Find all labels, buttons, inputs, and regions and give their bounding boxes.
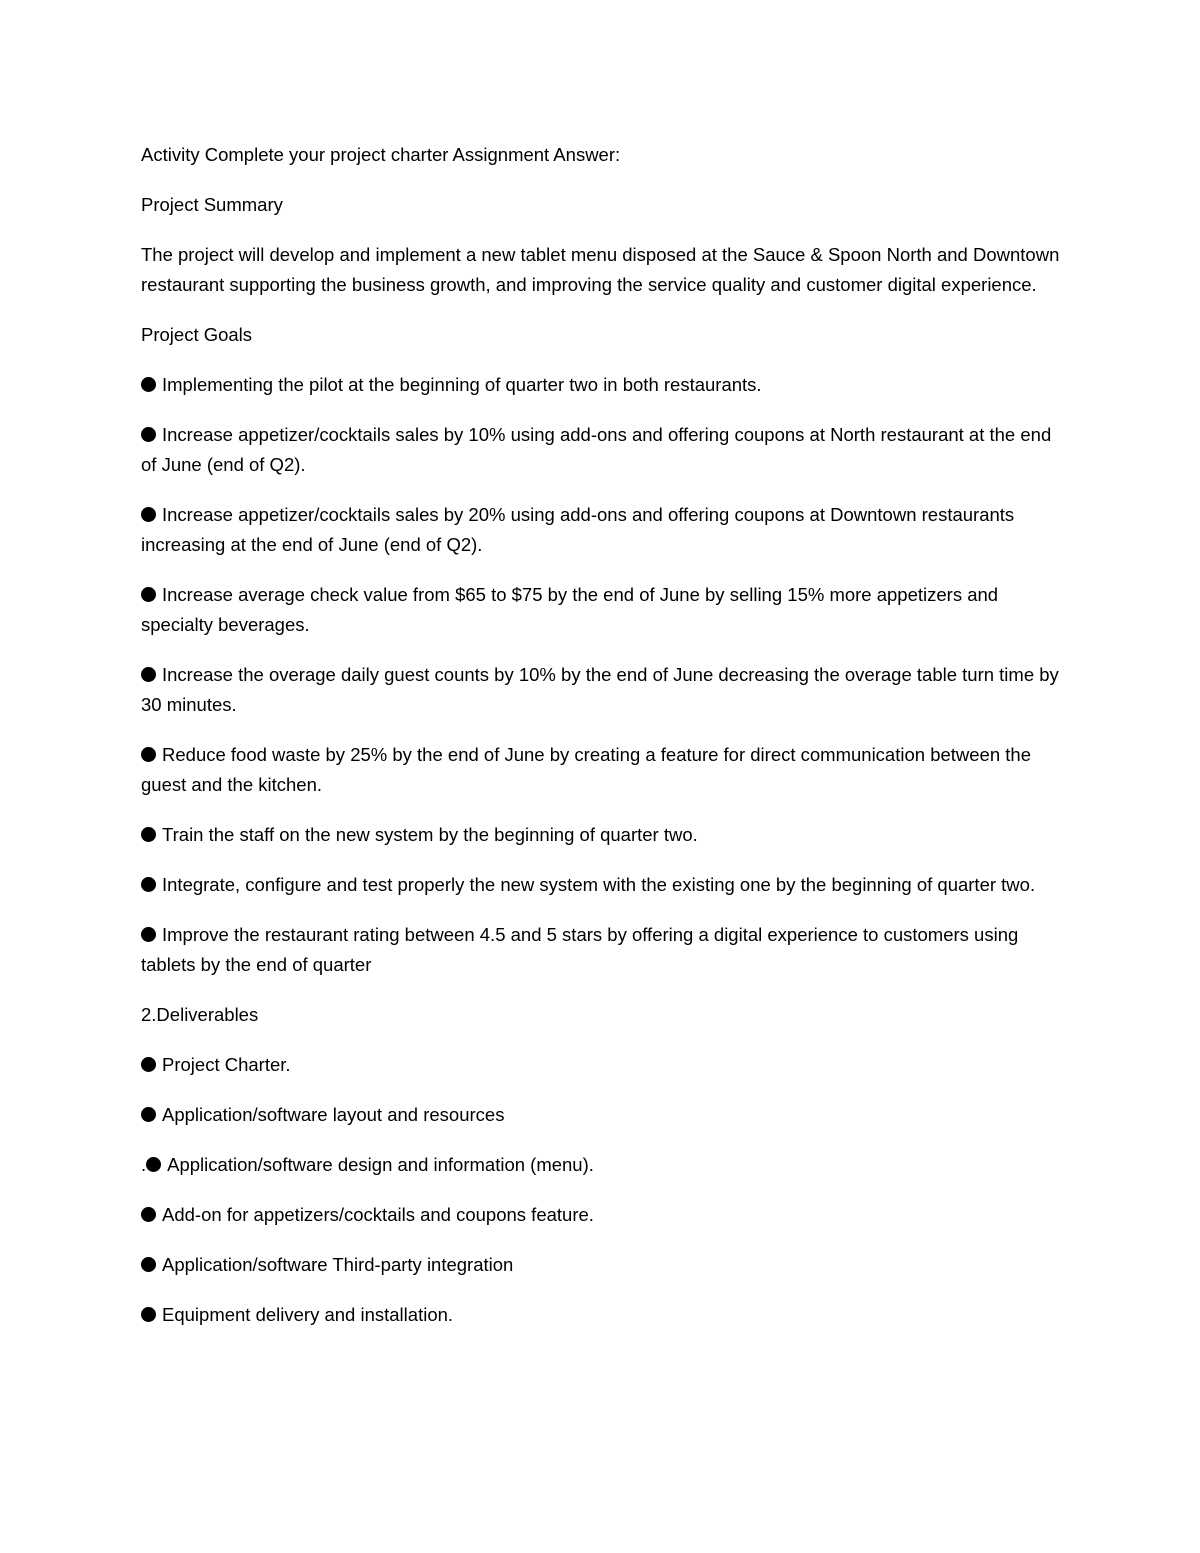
deliverable-text: Application/software design and information (menu). (167, 1154, 594, 1175)
bullet-icon (146, 1157, 161, 1172)
bullet-icon (141, 507, 156, 522)
goal-text: Increase the overage daily guest counts by 10% by the end of June decreasing the overage table turn time by 30 minutes. (141, 664, 1059, 715)
goal-text: Improve the restaurant rating between 4.5 and 5 stars by offering a digital experience to customers using tablets by the end of quarter (141, 924, 1019, 975)
deliverable-text: Add-on for appetizers/cocktails and coupons feature. (162, 1204, 594, 1225)
deliverable-item (141, 1050, 1071, 1080)
goal-text: Reduce food waste by 25% by the end of June by creating a feature for direct communication between the guest and the kitchen. (141, 744, 1031, 795)
bullet-icon (141, 927, 156, 942)
goal-item (141, 660, 1071, 720)
deliverable-item (141, 1300, 1071, 1330)
goal-text: Increase appetizer/cocktails sales by 20% using add-ons and offering coupons at Downtown restaurants increasing at the end of June (end of Q2). (141, 504, 1015, 555)
deliverable-text: Equipment delivery and installation. (162, 1304, 454, 1325)
deliverable-text: Application/software Third-party integration (162, 1254, 514, 1275)
goal-item (141, 920, 1071, 980)
deliverable-text: Project Charter. (162, 1054, 291, 1075)
deliverable-item (141, 1100, 1071, 1130)
deliverable-item (141, 1200, 1071, 1230)
goal-text: Integrate, configure and test properly the new system with the existing one by the beginning of quarter two. (162, 874, 1036, 895)
goal-item (141, 740, 1071, 800)
goal-item (141, 370, 1071, 400)
bullet-icon (141, 427, 156, 442)
bullet-icon (141, 377, 156, 392)
goals-heading: Project Goals (141, 324, 253, 345)
bullet-icon (141, 1107, 156, 1122)
deliverable-prefix: . (141, 1154, 147, 1175)
goal-item (141, 870, 1071, 900)
summary-heading: Project Summary (141, 194, 283, 215)
deliverable-item (141, 1250, 1071, 1280)
bullet-icon (141, 1307, 156, 1322)
goal-item (141, 580, 1071, 640)
bullet-icon (141, 1257, 156, 1272)
goal-item (141, 420, 1071, 480)
goal-text: Train the staff on the new system by the beginning of quarter two. (162, 824, 698, 845)
deliverable-item (141, 1150, 1071, 1180)
document-title: Activity Complete your project charter Assignment Answer: (141, 144, 621, 165)
bullet-icon (141, 1207, 156, 1222)
goal-item (141, 500, 1071, 560)
bullet-icon (141, 667, 156, 682)
deliverables-heading: 2.Deliverables (141, 1004, 259, 1025)
bullet-icon (141, 827, 156, 842)
document-page (141, 140, 1071, 1350)
goal-text: Increase appetizer/cocktails sales by 10% using add-ons and offering coupons at North restaurant at the end of June (end of Q2). (141, 424, 1052, 475)
goal-text: Implementing the pilot at the beginning of quarter two in both restaurants. (162, 374, 762, 395)
goal-text: Increase average check value from $65 to $75 by the end of June by selling 15% more appetizers and specialty beverages. (141, 584, 999, 635)
bullet-icon (141, 747, 156, 762)
bullet-icon (141, 877, 156, 892)
goal-item (141, 820, 1071, 850)
bullet-icon (141, 587, 156, 602)
bullet-icon (141, 1057, 156, 1072)
deliverable-text: Application/software layout and resources (162, 1104, 505, 1125)
summary-text: The project will develop and implement a new tablet menu disposed at the Sauce & Spoon North and Downtown restaurant supporting the business growth, and improving the service quality and customer digital experience. (141, 244, 1060, 295)
